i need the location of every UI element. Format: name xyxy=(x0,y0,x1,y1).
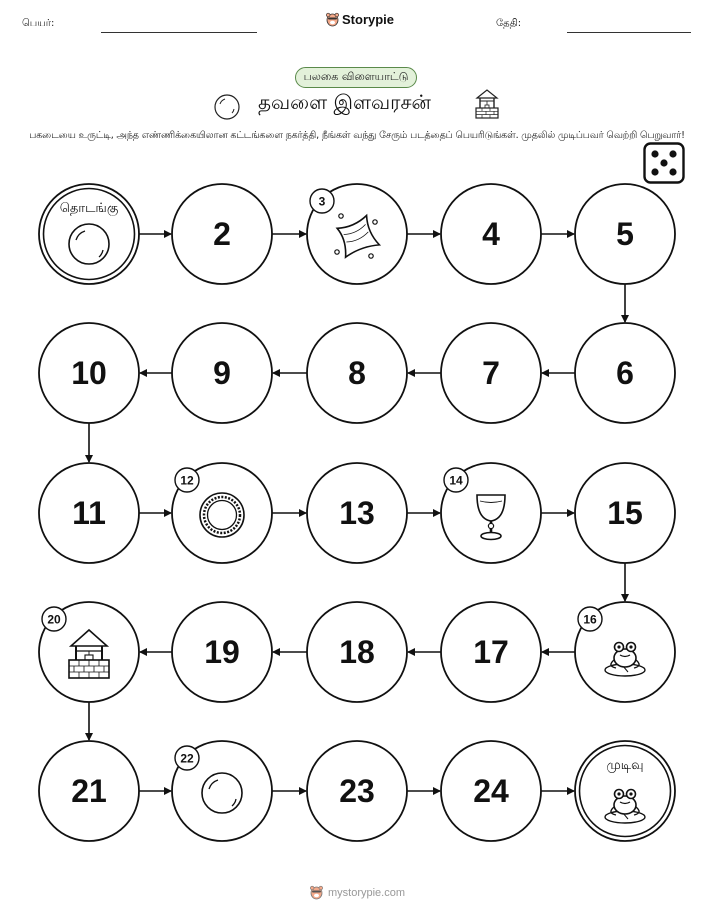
square-number: 24 xyxy=(473,773,509,809)
board-square-22[interactable] xyxy=(172,741,272,841)
page-title: தவளை இளவரசன் xyxy=(258,90,431,114)
square-number: 21 xyxy=(71,773,107,809)
board-square-11[interactable] xyxy=(39,463,139,563)
board-square-17[interactable] xyxy=(441,602,541,702)
board-square-14[interactable] xyxy=(441,463,541,563)
name-label: பெயர்: xyxy=(22,18,55,29)
board-square-25[interactable] xyxy=(575,741,675,841)
square-number: 20 xyxy=(47,612,61,627)
instructions-text: பகடையை உருட்டி, அந்த எண்ணிக்கையிலான கட்டங்களை நகர்த்தி, நீங்கள் வந்து சேரும் படத்தைப் பெயரிடுங்கள். முதலில் முடிப்பவர் வெற்றி பெறுவார்! xyxy=(29,130,685,141)
board-square-6[interactable] xyxy=(575,323,675,423)
footer xyxy=(309,885,405,900)
square-number: 17 xyxy=(473,634,509,670)
square-number: 7 xyxy=(482,355,500,391)
board-square-24[interactable] xyxy=(441,741,541,841)
square-number: 9 xyxy=(213,355,231,391)
square-number: 14 xyxy=(449,473,463,488)
game-type-text: பலகை விளையாட்டு xyxy=(303,70,409,83)
square-circle xyxy=(575,741,675,841)
square-number: 5 xyxy=(616,216,634,252)
brand-name: Storypie xyxy=(342,12,395,27)
board-square-9[interactable] xyxy=(172,323,272,423)
board-square-4[interactable] xyxy=(441,184,541,284)
square-number: 22 xyxy=(180,751,194,766)
board-square-7[interactable] xyxy=(441,323,541,423)
square-number: 13 xyxy=(339,495,375,531)
board-square-15[interactable] xyxy=(575,463,675,563)
board-square-1[interactable] xyxy=(39,184,139,284)
footer-url[interactable]: mystorypie.com xyxy=(328,886,406,899)
board-square-16[interactable] xyxy=(575,602,675,702)
square-number: 19 xyxy=(204,634,240,670)
square-number: 4 xyxy=(482,216,500,252)
board-square-12[interactable] xyxy=(172,463,272,563)
plate-icon xyxy=(200,493,244,537)
board-square-10[interactable] xyxy=(39,323,139,423)
date-label: தேதி: xyxy=(496,18,522,29)
square-number: 12 xyxy=(180,473,194,488)
board-square-23[interactable] xyxy=(307,741,407,841)
board-square-20[interactable] xyxy=(39,602,139,702)
square-number: 3 xyxy=(318,194,326,209)
square-number: 2 xyxy=(213,216,231,252)
square-number: 16 xyxy=(583,612,597,627)
start-label: தொடங்கு xyxy=(59,201,119,216)
ball-icon xyxy=(202,773,242,813)
finish-label: முடிவு xyxy=(606,758,644,773)
board-square-18[interactable] xyxy=(307,602,407,702)
board-square-13[interactable] xyxy=(307,463,407,563)
board-square-19[interactable] xyxy=(172,602,272,702)
square-number: 23 xyxy=(339,773,375,809)
board-square-5[interactable] xyxy=(575,184,675,284)
square-number: 10 xyxy=(71,355,107,391)
board-square-8[interactable] xyxy=(307,323,407,423)
square-number: 15 xyxy=(607,495,643,531)
square-number: 8 xyxy=(348,355,366,391)
board-square-3[interactable] xyxy=(307,184,407,284)
square-number: 6 xyxy=(616,355,634,391)
board-square-2[interactable] xyxy=(172,184,272,284)
storypie-mascot-icon xyxy=(309,885,324,900)
square-number: 11 xyxy=(72,495,106,531)
ball-icon xyxy=(69,224,109,264)
square-number: 18 xyxy=(339,634,375,670)
board-square-21[interactable] xyxy=(39,741,139,841)
